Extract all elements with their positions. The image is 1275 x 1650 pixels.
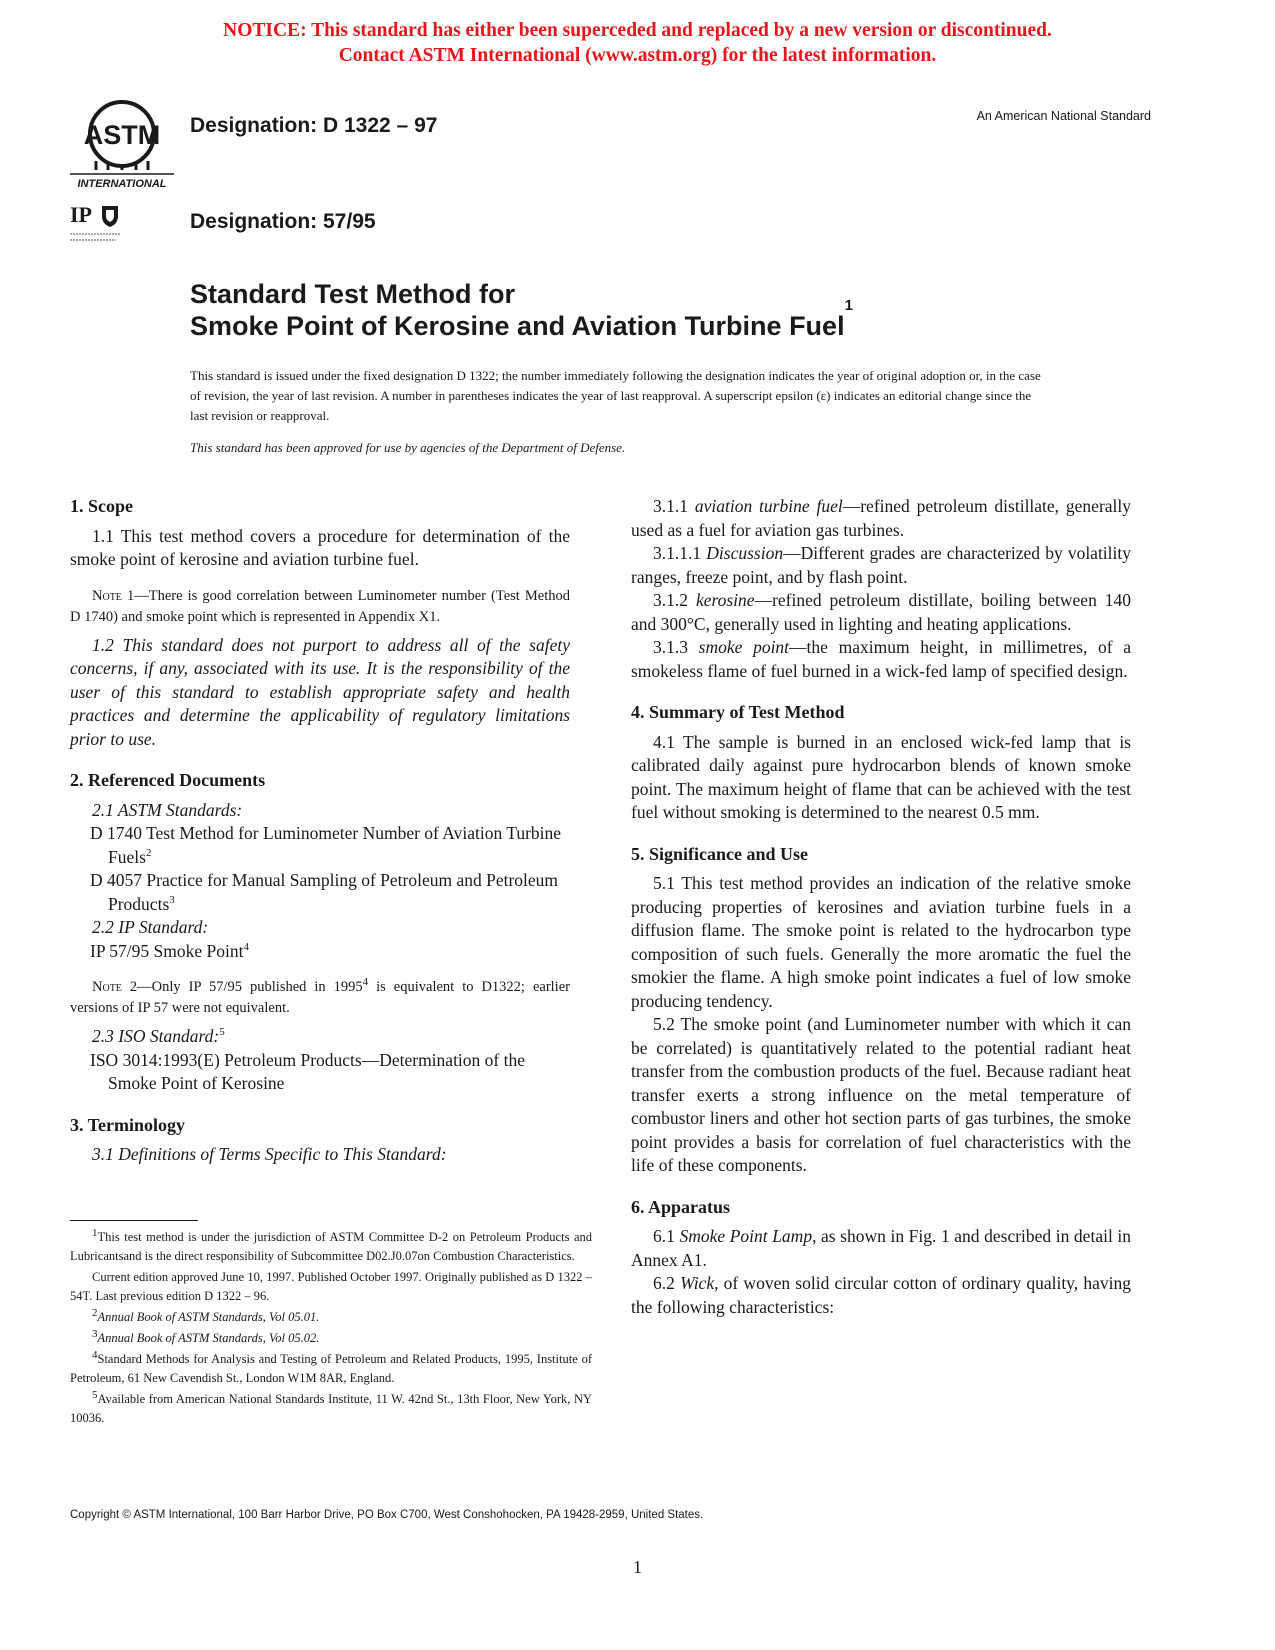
- footnote-1-text: This test method is under the jurisdiction of ASTM Committee D-2 on Petroleum Products and Lubricantsand is the direct responsibility of Subcommittee D02.J0.07on Combustion Characteristics.: [70, 1230, 592, 1263]
- def-3-1-1-1: [631, 542, 1131, 589]
- para-5-2: 5.2 The smoke point (and Luminometer number with which it can be correlated) is quantitatively related to the potential radiant heat transfer from the combustion products of the fuel. Because radiant heat transfer exerts a strong influence on the metal temperature of combustor liners and other hot section parts of gas turbines, the smoke point provides a basis for correlation of fuel characteristics with the life of these components.: [631, 1014, 1131, 1175]
- note-1: [70, 586, 570, 628]
- def-3-1-1-text: —refined petroleum distillate, generally used as a fuel for aviation gas turbines.: [631, 496, 1132, 540]
- def-3-1-3-num: 3.1.3: [653, 637, 688, 657]
- para-6-1-term: Smoke Point Lamp: [679, 1226, 813, 1246]
- issuance-statement: [190, 366, 1046, 458]
- section-6-heading: 6. Apparatus: [631, 1196, 731, 1217]
- footnote-5-num: 5: [92, 1388, 98, 1401]
- note-1-text: —There is good correlation between Luminometer number (Test Method D 1740) and smoke point which is represented in Appendix X1.: [70, 587, 570, 625]
- note-2-text-a: —Only IP 57/95 published in 1995: [137, 979, 363, 995]
- copyright-footer: Copyright © ASTM International, 100 Barr Harbor Drive, PO Box C700, West Conshohocken, PA 19428-2959, United States.: [70, 1509, 704, 1521]
- def-3-1-3-term: smoke point: [698, 637, 790, 657]
- national-standard-label: An American National Standard: [976, 109, 1151, 123]
- ip-logo: [70, 202, 128, 246]
- ref-ip: [70, 940, 570, 964]
- ref-d1740-text: D 1740 Test Method for Luminometer Number of Aviation Turbine Fuels: [90, 823, 562, 867]
- title-line-2: [190, 297, 853, 342]
- ref-ip-fn: 4: [243, 940, 249, 953]
- footnote-2: [70, 1308, 592, 1327]
- footnote-3-num: 3: [92, 1327, 98, 1340]
- dod-approval: This standard has been approved for use by agencies of the Department of Defense.: [190, 440, 626, 455]
- footnote-4: [70, 1350, 592, 1388]
- astm-logo: [66, 98, 178, 190]
- section-3-heading: 3. Terminology: [70, 1114, 186, 1135]
- def-3-1-1-num: 3.1.1: [653, 496, 688, 516]
- section-1-heading: 1. Scope: [70, 496, 133, 516]
- para-6-2-text: , of woven solid circular cotton of ordinary quality, having the following characteristics:: [631, 1273, 1132, 1317]
- section-2-heading: 2. Referenced Documents: [70, 770, 266, 790]
- ref-iso: ISO 3014:1993(E) Petroleum Products—Determination of the Smoke Point of Kerosine: [90, 1049, 525, 1093]
- def-3-1-1-1-num: 3.1.1.1: [653, 543, 702, 563]
- footnote-rule: [70, 1220, 198, 1221]
- supersession-notice: [0, 18, 1275, 68]
- para-2-3-fn: 5: [219, 1026, 225, 1039]
- def-3-1-2: [631, 589, 1131, 636]
- note-2: [70, 977, 570, 1019]
- title-line-2-text: Smoke Point of Kerosine and Aviation Turbine Fuel: [190, 311, 845, 341]
- footnote-3: [70, 1329, 592, 1348]
- footnotes: [70, 1228, 592, 1430]
- notice-line-2: Contact ASTM International (www.astm.org) for the latest information.: [338, 45, 937, 66]
- note-2-fn: 4: [362, 976, 369, 989]
- footnote-2-num: 2: [92, 1306, 98, 1319]
- para-6-1: [631, 1225, 1131, 1272]
- ref-d1740-fn: 2: [145, 846, 152, 859]
- ip-logo-label: IP: [70, 202, 92, 227]
- title-footnote-ref: 1: [844, 297, 853, 314]
- def-3-1-1-term: aviation turbine fuel: [694, 496, 843, 516]
- astm-logo-label: INTERNATIONAL: [77, 178, 167, 190]
- footnote-4-num: 4: [92, 1348, 98, 1361]
- document-title: [190, 278, 853, 342]
- footnote-2-text: Annual Book of ASTM Standards, Vol 05.01.: [97, 1310, 320, 1324]
- svg-text:ASTM: ASTM: [83, 120, 161, 150]
- note-2-text-b: is equivalent to D1322; earlier versions of IP 57 were not equivalent.: [70, 979, 570, 1016]
- note-2-label: Note 2: [92, 979, 138, 995]
- ref-d4057: [70, 869, 570, 916]
- footnote-1-cont-text: Current edition approved June 10, 1997. Published October 1997. Originally published as D 1322 – 54T. Last previous edition D 1322 – 96.: [70, 1270, 592, 1303]
- def-3-1-1-1-term: Discussion: [706, 543, 784, 563]
- para-4-1: 4.1 The sample is burned in an enclosed wick-fed lamp that is calibrated daily against pure hydrocarbon blends of known smoke point. The maximum height of flame that can be achieved with the test fuel without smoking is determined to the nearest 0.5 mm.: [631, 731, 1131, 822]
- page-number: 1: [633, 1557, 642, 1577]
- footnote-5-text: Available from American National Standards Institute, 11 W. 42nd St., 13th Floor, New York, NY 10036.: [70, 1392, 592, 1425]
- left-column: [70, 495, 570, 1167]
- note-1-label: Note 1: [92, 587, 135, 604]
- para-2-1: 2.1 ASTM Standards:: [92, 799, 243, 820]
- def-3-1-2-num: 3.1.2: [653, 590, 688, 610]
- def-3-1-2-text: —refined petroleum distillate, boiling between 140 and 300°C, generally used in lighting and heating applications.: [631, 590, 1132, 634]
- issued-text: This standard is issued under the fixed designation D 1322; the number immediately following the designation indicates the year of original adoption or, in the case of revision, the year of last revision. A number in parentheses indicates the year of last reapproval. A superscript epsilon (ε) indicates an editorial change since the last revision or reapproval.: [190, 368, 1041, 423]
- para-1-2: 1.2 This standard does not purport to address all of the safety concerns, if any, associated with its use. It is the responsibility of the user of this standard to establish appropriate safety and health practices and determine the applicability of regulatory limitations prior to use.: [70, 634, 570, 749]
- footnote-1-cont: [70, 1268, 592, 1306]
- ref-d4057-fn: 3: [169, 893, 175, 906]
- para-2-3-text: 2.3 ISO Standard:: [92, 1026, 220, 1046]
- para-6-1-text: , as shown in Fig. 1 and described in detail in Annex A1.: [631, 1226, 1131, 1270]
- para-2-2: 2.2 IP Standard:: [92, 917, 209, 937]
- def-3-1-3: [631, 636, 1131, 683]
- def-3-1-1-1-text: —Different grades are characterized by volatility ranges, freeze point, and by flash point.: [631, 543, 1132, 587]
- para-6-2-term: Wick: [680, 1273, 715, 1293]
- para-6-2-num: 6.2: [653, 1273, 675, 1293]
- footnote-1: [70, 1228, 592, 1266]
- para-5-1: 5.1 This test method provides an indication of the relative smoke producing properties of kerosines and aviation turbine fuels in a diffusion flame. The smoke point is related to the hydrocarbon type composition of such fuels. Generally the more aromatic the fuel the smokier the flame. A high smoke point indicates a fuel of low smoke producing tendency.: [631, 873, 1131, 1011]
- para-1-1: 1.1 This test method covers a procedure for determination of the smoke point of kerosine and aviation turbine fuel.: [70, 525, 570, 569]
- ref-d4057-text: D 4057 Practice for Manual Sampling of Petroleum and Petroleum Products: [90, 870, 559, 914]
- ref-ip-text: IP 57/95 Smoke Point: [90, 940, 244, 961]
- def-3-1-1: [631, 495, 1131, 542]
- designation-astm: Designation: D 1322 – 97: [190, 114, 438, 137]
- para-2-3: [70, 1025, 570, 1049]
- section-5-heading: 5. Significance and Use: [631, 843, 809, 864]
- footnote-4-text: Standard Methods for Analysis and Testing of Petroleum and Related Products, 1995, Institute of Petroleum, 61 New Cavendish St., London W1M 8AR, England.: [70, 1352, 592, 1385]
- right-column: [631, 495, 1131, 1319]
- para-6-2: [631, 1272, 1131, 1319]
- para-6-1-num: 6.1: [653, 1226, 675, 1246]
- footnote-1-num: 1: [92, 1226, 98, 1239]
- ref-d1740: [70, 822, 570, 869]
- section-4-heading: 4. Summary of Test Method: [631, 702, 845, 722]
- designation-ip: Designation: 57/95: [190, 210, 376, 233]
- notice-line-1: NOTICE: This standard has either been superceded and replaced by a new version or discontinued.: [223, 20, 1052, 41]
- footnote-3-text: Annual Book of ASTM Standards, Vol 05.02.: [97, 1331, 320, 1345]
- def-3-1-3-text: —the maximum height, in millimetres, of a smokeless flame of fuel burned in a wick-fed lamp of specified design.: [631, 637, 1131, 681]
- title-line-1: Standard Test Method for: [190, 279, 516, 309]
- footnote-5: [70, 1390, 592, 1428]
- def-3-1-2-term: kerosine: [695, 590, 755, 610]
- para-3-1: 3.1 Definitions of Terms Specific to This Standard:: [92, 1144, 447, 1164]
